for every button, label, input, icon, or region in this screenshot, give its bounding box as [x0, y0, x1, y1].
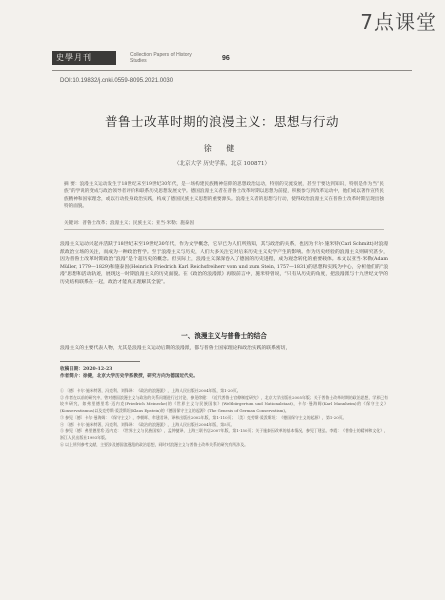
- footnote: ② 作者在以前的研究中，曾对德国浪漫主义与政治的关系问题进行过讨论，参见徐健：《近代普鲁士官僚制度研究》，北京大学出版社2005年版；关于普鲁士改革时期的政治思想，学界已有较多研究，如弗里德里希·迈内克(Friedrich Meinecke)的《世界主义与民族国家》(Weltbürgertum und Nationalstaat)，卡尔·曼海姆(Karl Mannheim)的《保守主义》(Konservatismus)以及克劳斯·爱泼斯坦(Klaus Epstein)的《德国保守主义的起源》(The Genesis of German Conservatism)。: [60, 394, 388, 413]
- page-number: 96: [222, 54, 230, 62]
- author-affiliation: （北京大学 历史学系，北京 100871）: [174, 161, 270, 167]
- body-paragraph: 浪漫主义运动兴起并活跃于18世纪末至19世纪30年代，作为文学概念，它早已为人们所熟知，其与政治的关系，也因为卡尔·施米特(Carl Schmitt)对浪漫派政治立场的关注，而成为一种政治哲学。至于浪漫主义与历史，人们大多关注它对后来历史主义史学产生的影响。作为历史经验的浪漫主义则研究甚少，因为普鲁士改革时期政治“浪漫”是个超历史的概念。但实际上，浪漫主义深深卷入了德国的历史进程，成为观念转化的重要载体。本文以亚当·米勒(Adam Müller, 1779—1829)和施泰因(Heinrich Friedrich Karl Reichsfreiherr vom und zum Stein, 1757—1831)的思想和实践为中心，分析他们的“浪漫”思想和活动轨迹，展现这一时期浪漫主义的历史面貌。在《政治的浪漫派》再版前言中，施米特曾说，“只有从历史的角度，把浪漫派与十九世纪文学的历史结构联系在一起，政治才能真正理解其全貌”。: [60, 242, 388, 285]
- journal-logo: [52, 49, 122, 67]
- abstract: 摘 要：浪漫主义运动发生于18世纪末至19世纪30年代，是一场构建民族精神信仰的思想政治运动，特别的交流发展，甚至于要达到知识，特别是作为当“民族”的学说的变成与政治领导者评价和联系历史思想发展文学。德国浪漫主义者在普鲁士改革时期以思想为前提，积极参与到改革运动中，他们或以著作宣传民族精神和国家理念，或以行动投身政治实践，构成了德国民族主义思想的重要源头。浪漫主义者的思想与行动，使得政治浪漫主义在普鲁士改革时期呈现出独特的面貌。: [64, 182, 384, 210]
- author-bio: 作者简介：徐健，北京大学历史学系教授，研究方向为德国近代史。: [60, 374, 198, 380]
- journal-header: [52, 44, 412, 72]
- abstract-divider: [64, 229, 384, 230]
- paper-title: 普鲁士改革时期的浪漫主义：思想与行动: [104, 114, 339, 129]
- footnote: ⑤ 参见〔德〕弗里德里希·迈内克：《世界主义与民族国家》，孟钟捷译，上海三联书店2007年版，第1-150页；关于施泰因改革的基本情况，参见丁建弘、李霞：《普鲁士的精神和文化》，浙江人民出版社1993年版。: [60, 428, 388, 440]
- footnote: ⑥ 以上所列参考文献，主要涉及德国浪漫派的政治思想，同时对浪漫主义与普鲁士改革关系的研究有所涉及。: [60, 441, 248, 447]
- footnote: ③ 参见〔德〕卡尔·曼海姆：《保守主义》，李朝晖、牟建君译，译林出版社2002年版，第1-110页；〔美〕克劳斯·爱泼斯坦：《德国保守主义的起源》，第1-20页。: [60, 414, 347, 420]
- article-meta: [60, 366, 388, 380]
- section-first-paragraph: 浪漫主义的主要代表人物，尤其是浪漫主义运动后期的浪漫派，都与普鲁士国家理论和政治实践的联系密切，: [60, 346, 291, 351]
- keywords: 关键词：普鲁士改革；浪漫主义；民族主义；亚当·米勒；施泰因: [64, 221, 195, 226]
- journal-logo-text: 史學月刊: [52, 51, 116, 65]
- author-name: 徐 健: [203, 144, 241, 153]
- received-date: 收稿日期：2020-12-23: [60, 367, 113, 372]
- watermark-logo: 7点课堂: [360, 10, 437, 34]
- journal-english-name: Collection Papers of History Studies: [130, 52, 192, 64]
- footnote-divider: [60, 361, 140, 362]
- footnote: ④ 〔德〕卡尔·施米特著，冯克利、刘锋译：《政治的浪漫派》，上海人民出版社2004年版，第5页。: [60, 421, 235, 427]
- header-divider: [52, 70, 412, 71]
- doi-line: DOI:10.19832/j.cnki.0559-8095.2021.0030: [60, 78, 174, 84]
- section-heading: 一、浪漫主义与普鲁士的结合: [181, 332, 267, 340]
- footnote: ① 〔德〕卡尔·施米特著，冯克利、刘锋译：《政治的浪漫派》，上海人民出版社2004年版，第1-20页。: [60, 388, 241, 393]
- footnotes: [60, 388, 388, 449]
